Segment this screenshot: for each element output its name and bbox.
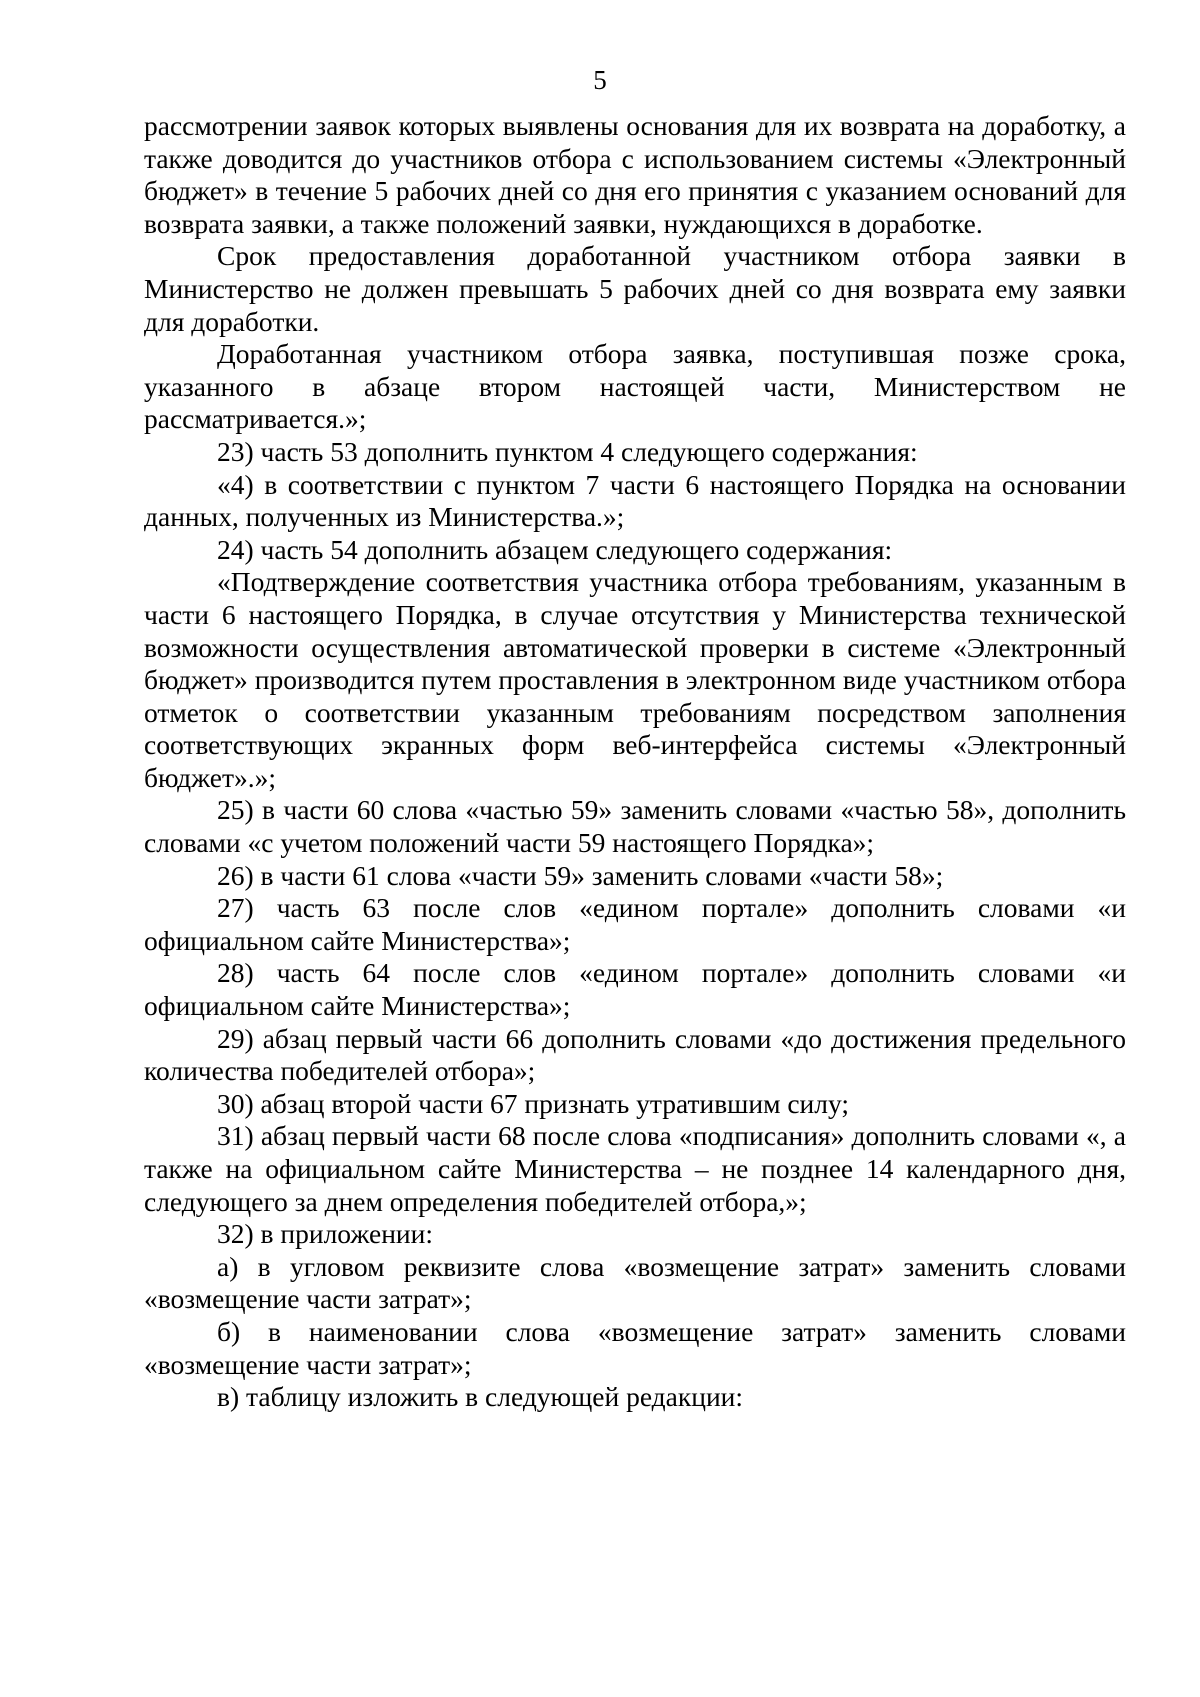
- paragraph: Доработанная участником отбора заявка, поступившая позже срока, указанного в абзаце втором настоящей части, Министерством не рассматривается.»;: [144, 338, 1126, 435]
- paragraph: рассмотрении заявок которых выявлены основания для их возврата на доработку, а также доводится до участников отбора с использованием системы «Электронный бюджет» в течение 5 рабочих дней со дня его принятия с указанием оснований для возврата заявки, а также положений заявки, нуждающихся в доработке.: [144, 110, 1126, 239]
- paragraph: 28) часть 64 после слов «едином портале» дополнить словами «и официальном сайте Министерства»;: [144, 957, 1126, 1022]
- paragraph: Срок предоставления доработанной участником отбора заявки в Министерство не должен превышать 5 рабочих дней со дня возврата ему заявки для доработки.: [144, 240, 1126, 337]
- paragraph: 25) в части 60 слова «частью 59» заменить словами «частью 58», дополнить словами «с учетом положений части 59 настоящего Порядка»;: [144, 794, 1126, 859]
- paragraph: а) в угловом реквизите слова «возмещение затрат» заменить словами «возмещение части затрат»;: [144, 1250, 1126, 1315]
- paragraph: 27) часть 63 после слов «едином портале» дополнить словами «и официальном сайте Министерства»;: [144, 892, 1126, 956]
- paragraph: 30) абзац второй части 67 признать утратившим силу;: [217, 1087, 850, 1119]
- paragraph: «4) в соответствии с пунктом 7 части 6 настоящего Порядка на основании данных, полученных из Министерства.»;: [144, 468, 1126, 533]
- paragraph: 26) в части 61 слова «части 59» заменить словами «части 58»;: [217, 859, 944, 891]
- paragraph: «Подтверждение соответствия участника отбора требованиям, указанным в части 6 настоящего Порядка, в случае отсутствия у Министерства технической возможности осуществления автоматической проверки в системе «Электронный бюджет» производится путем проставления в электронном виде участником отбора отметок о соответствии указанным требованиям посредством заполнения соответствующих экранных форм веб-интерфейса системы «Электронный бюджет».»;: [144, 566, 1126, 793]
- paragraph: в) таблицу изложить в следующей редакции:: [217, 1381, 744, 1413]
- page-number: 5: [593, 65, 607, 95]
- paragraph: 23) часть 53 дополнить пунктом 4 следующего содержания:: [217, 435, 918, 467]
- paragraph: б) в наименовании слова «возмещение затрат» заменить словами «возмещение части затрат»;: [144, 1315, 1126, 1380]
- paragraph: 29) абзац первый части 66 дополнить словами «до достижения предельного количества победителей отбора»;: [144, 1022, 1126, 1087]
- paragraph: 24) часть 54 дополнить абзацем следующего содержания:: [217, 533, 893, 565]
- paragraph: 31) абзац первый части 68 после слова «подписания» дополнить словами «, а также на официальном сайте Министерства – не позднее 14 календарного дня, следующего за днем определения победителей отбора,»;: [144, 1120, 1126, 1217]
- paragraph: 32) в приложении:: [217, 1218, 433, 1250]
- document-body: [144, 110, 1126, 1414]
